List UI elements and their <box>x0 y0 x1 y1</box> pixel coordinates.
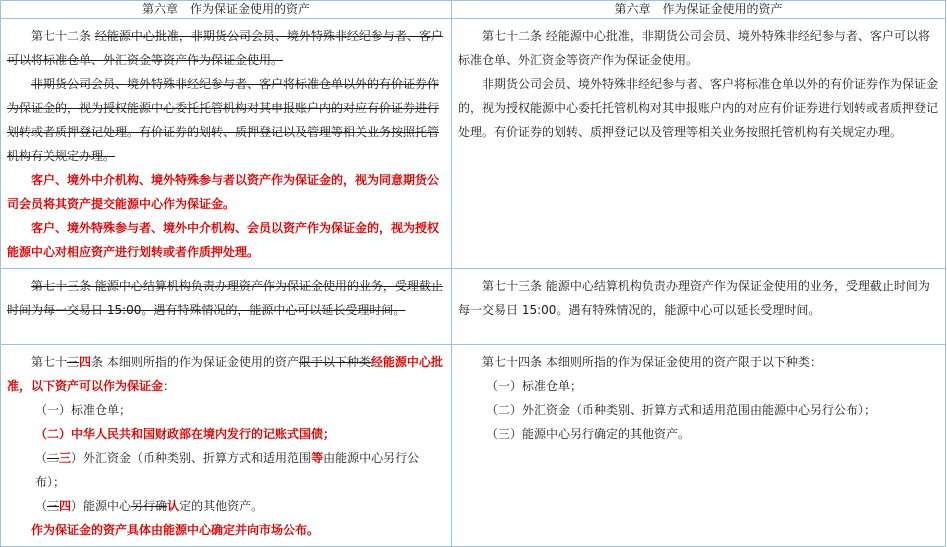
left-cell-73 <box>1 269 452 345</box>
left-72-para-3-inserted: 客户、境外中介机构、境外特殊参与者以资产作为保证金的，视为同意期货公司会员将其资产提交能源中心作为保证金。 <box>7 173 440 211</box>
left-72-para-4-inserted: 客户、境外特殊参与者、境外中介机构、会员以资产作为保证金的，视为授权能源中心对相应资产进行划转或者作质押处理。 <box>7 221 440 259</box>
right-72-para-2: 非期货公司会员、境外特殊非经纪参与者、客户将标准仓单以外的有价证券作为保证金的，视为授权能源中心委托托管机构对其申报账户内的对应有价证券进行划转或者质押登记处理。有价证券的划转、质押登记以及管理等相关业务按照托管机构有关规定办理。 <box>458 77 939 139</box>
left-72-para-2-deleted: 非期货公司会员、境外特殊非经纪参与者、客户将标准仓单以外的有价证券作为保证金的，视为授权能源中心委托托管机构对其申报账户内的对应有价证券进行划转或者质押登记处理。有价证券的划转、质押登记以及管理等相关业务按照托管机构有关规定办理。 <box>7 77 440 163</box>
left-73-para-deleted: 第七十三条 能源中心结算机构负责办理资产作为保证金使用的业务，受理截止时间为每一交易日 15:00。遇有特殊情况的，能源中心可以延长受理时间。 <box>7 279 443 317</box>
right-cell-74 <box>452 345 946 547</box>
left-cell-72 <box>1 19 452 269</box>
right-74-item-2: （二）外汇资金（币种类别、折算方式和适用范围由能源中心另行公布）； <box>486 403 877 417</box>
left-74-para-1: 第七十三四条 本细则所指的作为保证金使用的资产限于以下种类经能源中心批准，以下资产可以作为保证金： <box>7 355 443 393</box>
article-number: 第七十二条 <box>31 29 92 43</box>
article-74-row <box>1 345 946 547</box>
right-74-para-1: 第七十四条 本细则所指的作为保证金使用的资产限于以下种类： <box>482 355 822 369</box>
right-74-item-3: （三）能源中心另行确定的其他资产。 <box>486 427 691 441</box>
left-74-item-1: （一）标准仓单； <box>35 403 132 417</box>
header-right: 第六章 作为保证金使用的资产 <box>452 1 946 19</box>
header-row <box>1 1 946 19</box>
left-74-para-5-inserted: 作为保证金的资产具体由能源中心确定并向市场公布。 <box>31 523 320 537</box>
right-cell-73 <box>452 269 946 345</box>
deleted-text: 经能源中心批准，非期货公司会员、境外特殊非经纪参与者、客户可以将标准仓单、外汇资金等资产作为保证金使用。 <box>7 29 443 67</box>
left-cell-74 <box>1 345 452 547</box>
right-72-para-1: 第七十二条 经能源中心批准，非期货公司会员、境外特殊非经纪参与者、客户可以将标准仓单、外汇资金等资产作为保证金使用。 <box>458 29 930 67</box>
left-74-item-4: （三四）能源中心另行确认定的其他资产。 <box>35 499 264 513</box>
left-74-item-2-inserted: （二）中华人民共和国财政部在境内发行的记账式国债； <box>35 427 336 441</box>
header-left: 第六章 作为保证金使用的资产 <box>1 1 452 19</box>
article-72-row <box>1 19 946 269</box>
right-74-item-1: （一）标准仓单； <box>486 379 583 393</box>
left-72-para-1 <box>7 24 445 72</box>
left-74-item-3: （二三）外汇资金（币种类别、折算方式和适用范围等由能源中心另行公布）； <box>35 451 420 489</box>
article-73-row <box>1 269 946 345</box>
right-cell-72 <box>452 19 946 269</box>
right-73-para: 第七十三条 能源中心结算机构负责办理资产作为保证金使用的业务，受理截止时间为每一交易日 15:00。遇有特殊情况的，能源中心可以延长受理时间。 <box>458 279 930 317</box>
